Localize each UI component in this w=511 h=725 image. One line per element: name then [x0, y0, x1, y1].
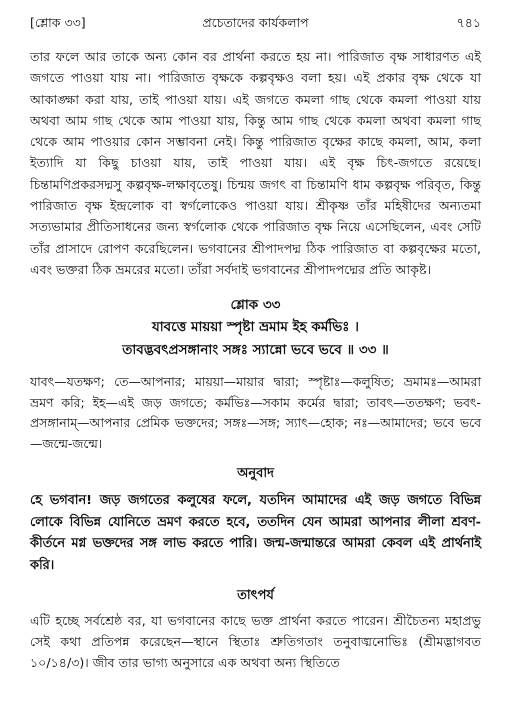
verse-block	[30, 316, 481, 362]
verse-line: তাবদ্ভবৎপ্রসঙ্গানাং সঙ্গঃ স্যান্নো ভবে ভবে ॥ ৩৩ ॥	[122, 342, 389, 359]
shloka-heading: শ্লোক ৩৩	[230, 297, 281, 314]
page-number: ৭৪১	[456, 15, 481, 30]
translation-text: হে ভগবান! জড় জগতের কলুষের ফলে, যতদিন আমাদের এই জড় জগতে বিভিন্ন লোকে বিভিন্ন যোনিতে ভ্রমণ করতে হবে, ততদিন যেন আমরা আপনার লীলা শ্রবণ-কীর্তনে মগ্ন ভক্তদের সঙ্গ লাভ করতে পারি। জন্ম-জন্মান্তরে আমরা কেবল এই প্রার্থনাই করি।	[30, 493, 481, 573]
translation-heading: অনুবাদ	[237, 466, 274, 482]
commentary-continuation	[30, 46, 481, 280]
synonyms: যাবৎ—যতক্ষণ; তে—আপনার; মায়য়া—মায়ার দ্বারা; স্পৃষ্টাঃ—কলুষিত; ভ্রমামঃ—আমরা ভ্রমণ করি; ইহ—এই জড় জগতে; কর্মভিঃ—সকাম কর্মের দ্বারা; তাবৎ—ততক্ষণ; ভবৎ-প্রসঙ্গানাম্—আপনার প্রেমিক ভক্তদের; সঙ্গঃ—সঙ্গ; স্যাৎ—হোক; নঃ—আমাদের; ভবে ভবে—জন্মে-জন্মে।	[30, 374, 481, 451]
page-header	[30, 14, 481, 32]
header-shloka-ref: [শ্লোক ৩৩]	[30, 15, 86, 30]
purport-text: এটি হচ্ছে সর্বশ্রেষ্ঠ বর, যা ভগবানের কাছে ভক্ত প্রার্থনা করতে পারেন। শ্রীচৈতন্য মহাপ্রভু সেই কথা প্রতিপন্ন করেছেন—স্থানে স্থিতাঃ শ্রুতিগতাং তনুবাঙ্মনোভিঃ (শ্রীমদ্ভাগবত ১০/১৪/৩)। জীব তার ভাগ্য অনুসারে এক অথবা অন্য স্থিতিতে	[30, 613, 481, 671]
purport-heading: তাৎপর্য	[237, 588, 274, 604]
verse-line: যাবত্তে মায়য়া স্পৃষ্টা ভ্রমাম ইহ কর্মভিঃ ।	[151, 319, 360, 336]
body-paragraph: তার ফলে আর তাকে অন্য কোন বর প্রার্থনা করতে হয় না। পারিজাত বৃক্ষ সাধারণত এই জগতে পাওয়া যায় না। পারিজাত বৃক্ষকে কল্পবৃক্ষও বলা হয়। এই প্রকার বৃক্ষ থেকে যা আকাঙ্ক্ষা করা যায়, তাই পাওয়া যায়। এই জগতে কমলা গাছ থেকে কমলা পাওয়া যায় অথবা আম গাছ থেকে আম পাওয়া যায়, কিন্তু আম গাছ থেকে কমলা অথবা কমলা গাছ থেকে আম পাওয়ার কোন সম্ভাবনা নেই। কিন্তু পারিজাত বৃক্ষের কাছে কমলা, আম, কলা ইত্যাদি যা কিছু চাওয়া যায়, তাই পাওয়া যায়। এই বৃক্ষ চিৎ-জগতে রয়েছে। চিন্তামণিপ্রকরসদ্মসু কল্পবৃক্ষ-লক্ষাবৃতেষু। চিন্ময় জগৎ বা চিন্তামণি ধাম কল্পবৃক্ষ পরিবৃত, কিন্তু পারিজাত বৃক্ষ ইন্দ্রলোক বা স্বর্গলোকেও পাওয়া যায়। শ্রীকৃষ্ণ তাঁর মহিষীদের অন্যতমা সত্যভামার প্রীতিসাধনের জন্য স্বর্গলোক থেকে পারিজাত বৃক্ষ নিয়ে এসেছিলেন, এবং সেটি তাঁর প্রাসাদে রোপণ করেছিলেন। ভগবানের শ্রীপাদপদ্ম ঠিক পারিজাত বা কল্পবৃক্ষের মতো, এবং ভক্তরা ঠিক ভ্রমরের মতো। তাঁরা সর্বদাই ভগবানের শ্রীপাদপদ্মের প্রতি আকৃষ্ট।	[30, 49, 481, 277]
header-chapter-title: প্রচেতাদের কার্যকলাপ	[202, 15, 309, 30]
